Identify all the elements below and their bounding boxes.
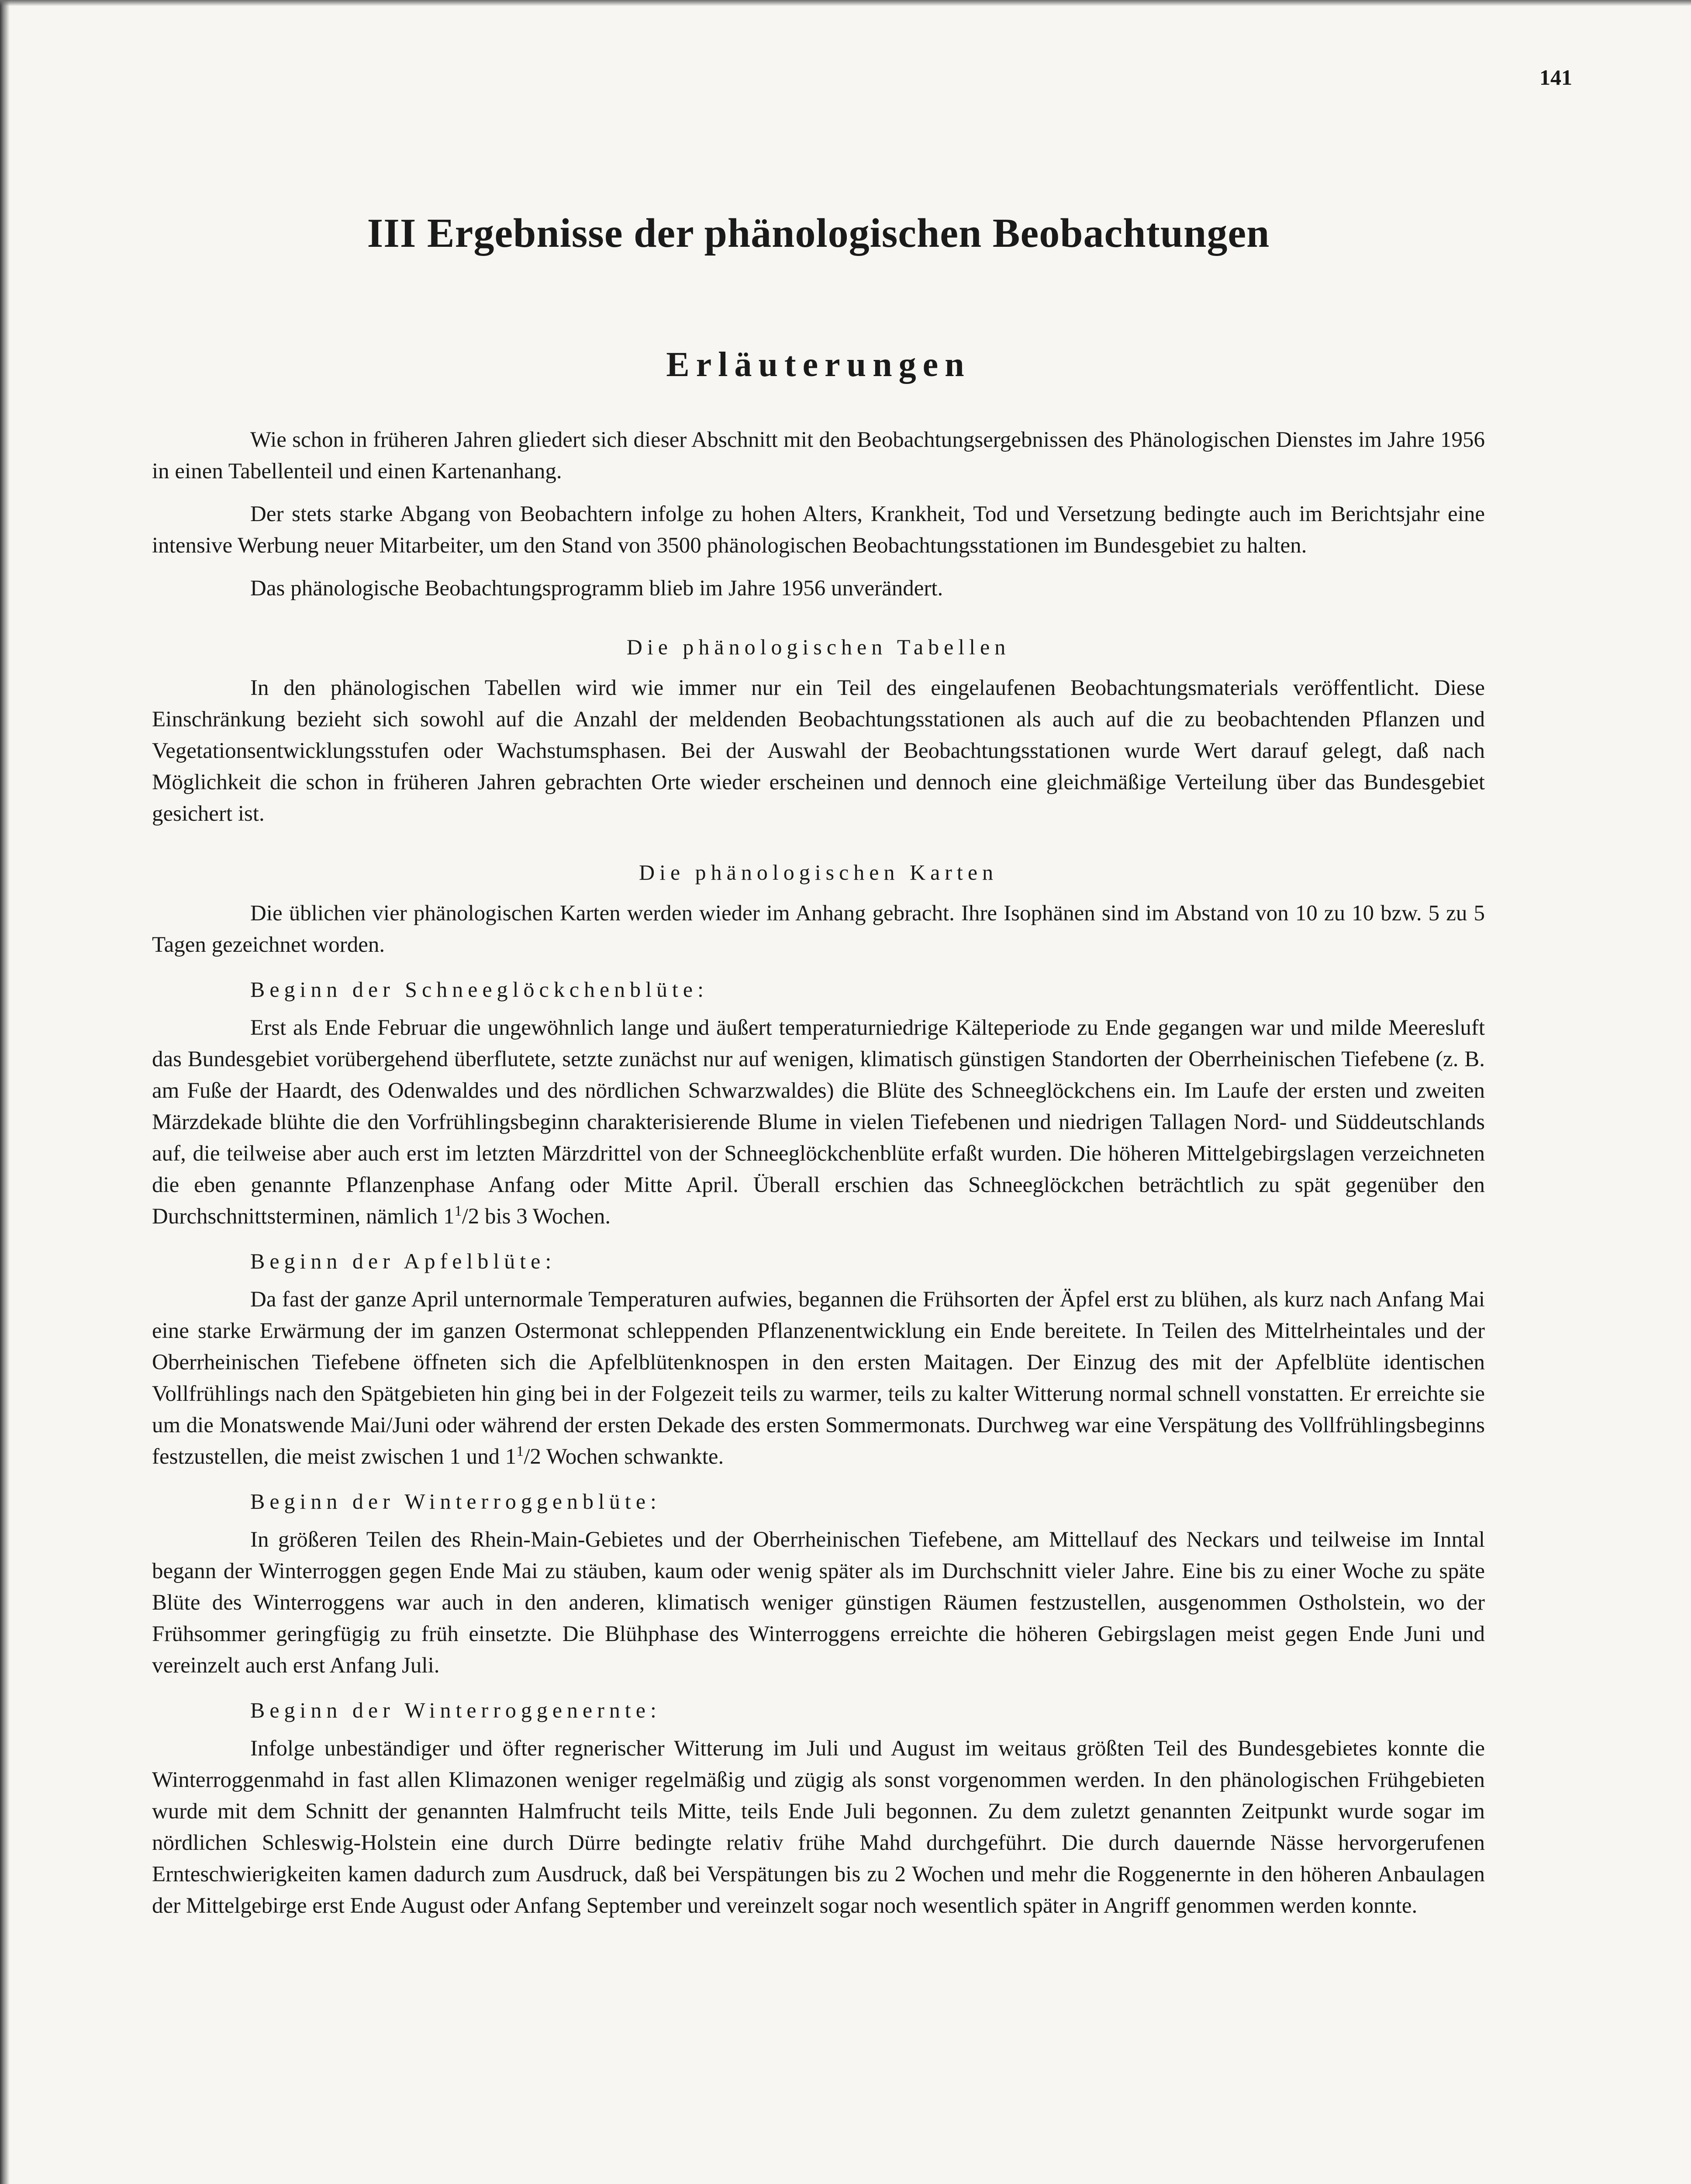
- paragraph-tabellen: In den phänologischen Tabellen wird wie immer nur ein Teil des eingelaufenen Beobachtungsmaterials veröffentlicht. Diese Einschränkung bezieht sich sowohl auf die Anzahl der meldenden Beobachtungsstationen als auch auf die zu beobachtenden Pflanzen und Vegetationsentwicklungsstufen oder Wachstumsphasen. Bei der Auswahl der Beobachtungsstationen wurde Wert darauf gelegt, daß nach Möglichkeit die schon in früheren Jahren gebrachten Orte wieder erscheinen und dennoch eine gleichmäßige Verteilung über das Bundesgebiet gesichert ist.: [152, 675, 1485, 826]
- paragraph-apfelbluete: [152, 1284, 1485, 1472]
- heading-karten: Die phänologischen Karten: [638, 860, 998, 885]
- heading-apfelbluete: Beginn der Apfelblüte:: [250, 1248, 556, 1273]
- page-number: 141: [1539, 65, 1572, 90]
- fraction-denominator: /2: [462, 1204, 480, 1229]
- paragraph-schneegloeckchenbluete: [152, 1012, 1485, 1232]
- heading-winterroggenbluete: Beginn der Winterroggenblüte:: [250, 1489, 661, 1514]
- section-title-erlaeuterungen: Erläuterungen: [666, 345, 971, 384]
- paragraph-karten: Die üblichen vier phänologischen Karten werden wieder im Anhang gebracht. Ihre Isophänen sind im Abstand von 10 zu 10 bzw. 5 zu 5 Tagen gezeichnet worden.: [152, 901, 1485, 957]
- document-body: [152, 209, 1485, 1921]
- paragraph-winterroggenbluete: In größeren Teilen des Rhein-Main-Gebietes und der Oberrheinischen Tiefebene, am Mittellauf des Neckars und teilweise im Inntal begann der Winterroggen gegen Ende Mai zu stäuben, kaum oder wenig später als im Durchschnitt vieler Jahre. Eine bis zu einer Woche zu späte Blüte des Winterroggens war auch in den anderen, klimatisch weniger günstigen Räumen festzustellen, ausgenommen Ostholstein, wo der Frühsommer geringfügig zu früh einsetzte. Die Blühphase des Winterroggens erreichte die höheren Gebirgslagen meist gegen Ende Juni und vereinzelt auch erst Anfang Juli.: [152, 1527, 1485, 1678]
- heading-schneegloeckchenbluete: Beginn der Schneeglöckchenblüte:: [250, 977, 708, 1002]
- fraction-superscript: 1: [516, 1443, 524, 1459]
- intro-paragraph-1: Wie schon in früheren Jahren gliedert sich dieser Abschnitt mit den Beobachtungsergebnissen des Phänologischen Dienstes im Jahre 1956 in einen Tabellenteil und einen Kartenanhang.: [152, 427, 1485, 484]
- paragraph-winterroggenernte: Infolge unbeständiger und öfter regnerischer Witterung im Juli und August im weitaus größten Teil des Bundesgebietes konnte die Winterroggenmahd in fast allen Klimazonen weniger regelmäßig und zügig als sonst vorgenommen werden. In den phänologischen Frühgebieten wurde mit dem Schnitt der genannten Halmfrucht teils Mitte, teils Ende Juli begonnen. Zu dem zuletzt genannten Zeitpunkt wurde sogar im nördlichen Schleswig-Holstein eine durch Dürre bedingte relativ frühe Mahd durchgeführt. Die durch dauernde Nässe hervorgerufenen Ernteschwierigkeiten kamen dadurch zum Ausdruck, daß bei Verspätungen bis zu 2 Wochen und mehr die Roggenernte in den höheren Anbaulagen der Mittelgebirge erst Ende August oder Anfang September und vereinzelt sogar noch wesentlich später in Angriff genommen werden konnte.: [152, 1736, 1485, 1918]
- document-title: III Ergebnisse der phänologischen Beobachtungen: [367, 211, 1270, 256]
- intro-paragraph-3: Das phänologische Beobachtungsprogramm blieb im Jahre 1956 unverändert.: [250, 576, 943, 601]
- paragraph-text: Erst als Ende Februar die ungewöhnlich lange und äußert temperaturniedrige Kälteperiode zu Ende gegangen war und milde Meeresluft das Bundesgebiet vorübergehend überflutete, setzte zunächst nur auf wenigen, klimatisch günstigen Standorten der Oberrheinischen Tiefebene (z. B. am Fuße der Haardt, des Odenwaldes und des nördlichen Schwarzwaldes) die Blüte des Schneeglöckchens ein. Im Laufe der ersten und zweiten Märzdekade blühte die den Vorfrühlingsbeginn charakterisierende Blume in vielen Tiefebenen und niedrigen Tallagen Nord- und Süddeutschlands auf, die teilweise aber auch erst im letzten Märzdrittel von der Schneeglöckchenblüte erfaßt wurden. Die höheren Mittelgebirgslagen verzeichneten die eben genannte Pflanzenphase Anfang oder Mitte April. Überall erschien das Schneeglöckchen beträchtlich zu spät gegenüber den Durchschnittsterminen, nämlich 1: [152, 1015, 1485, 1229]
- fraction-denominator: /2: [524, 1444, 541, 1469]
- heading-winterroggenernte: Beginn der Winterroggenernte:: [250, 1697, 661, 1722]
- scan-edge-left: [0, 0, 10, 2184]
- scan-edge-top: [0, 0, 1691, 6]
- paragraph-text: Wochen schwankte.: [541, 1444, 724, 1469]
- paragraph-text: bis 3 Wochen.: [479, 1204, 611, 1229]
- fraction-superscript: 1: [454, 1203, 462, 1219]
- intro-paragraph-2: Der stets starke Abgang von Beobachtern infolge zu hohen Alters, Krankheit, Tod und Versetzung bedingte auch im Berichtsjahr eine intensive Werbung neuer Mitarbeiter, um den Stand von 3500 phänologischen Beobachtungsstationen im Bundesgebiet zu halten.: [152, 501, 1485, 558]
- paragraph-text: Da fast der ganze April unternormale Temperaturen aufwies, begannen die Frühsorten der Äpfel erst zu blühen, als kurz nach Anfang Mai eine starke Erwärmung der im ganzen Ostermonat schleppenden Pflanzenentwicklung ein Ende bereitete. In Teilen des Mittelrheintales und der Oberrheinischen Tiefebene öffneten sich die Apfelblütenknospen in den ersten Maitagen. Der Einzug des mit der Apfelblüte identischen Vollfrühlings nach den Spätgebieten hin ging bei in der Folgezeit teils zu warmer, teils zu kalter Witterung normal schnell vonstatten. Er erreichte sie um die Monatswende Mai/Juni oder während der ersten Dekade des ersten Sommermonats. Durchweg war eine Verspätung des Vollfrühlingsbeginns festzustellen, die meist zwischen 1 und 1: [152, 1287, 1485, 1469]
- heading-tabellen: Die phänologischen Tabellen: [626, 634, 1011, 659]
